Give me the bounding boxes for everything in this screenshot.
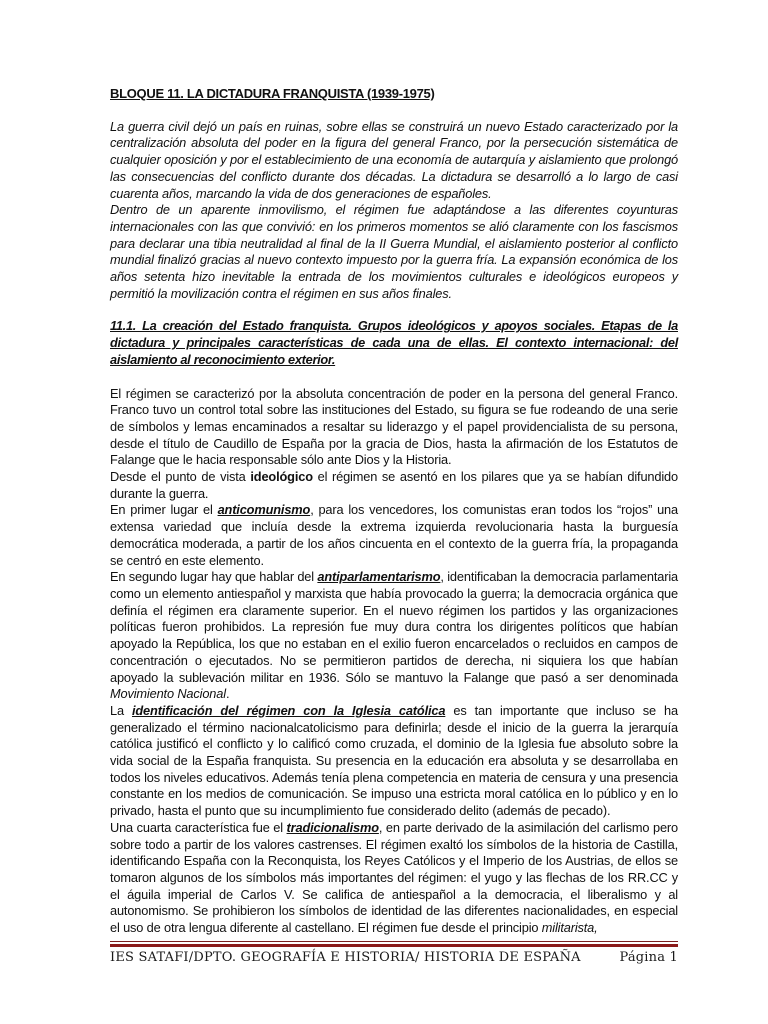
intro-paragraph: La guerra civil dejó un país en ruinas, sobre ellas se construirá un nuevo Estado caracterizado por la centralización absoluta del poder en la figura del general Franco, por la persecución sistemática de cualquier oposición y por el establecimiento de una economía de autarquía y aislamiento que prolongó las consecuencias del conflicto durante dos décadas. La dictadura se desarrolló a lo largo de casi cuarenta años, marcando la vida de dos generaciones de españoles. xyxy=(110,118,678,201)
body-paragraph: La identificación del régimen con la Iglesia católica es tan importante que incluso se ha generalizado el término nacionalcatolicismo para definirla; desde el inicio de la guerra la jerarquía católica justificó el conflicto y lo calificó como cruzada, el dominio de la Iglesia fue absoluto sobre la vida social de la España franquista. Su presencia en la educación era absoluta y se desarrollaba en todos los niveles educativos. Además tenía plena competencia en materia de censura y una presencia constante en los medios de comunicación. Se impuso una estricta moral católica en lo público y en lo privado, hasta el punto que su incumplimiento fue considerado delito (además de pecado). xyxy=(110,702,678,819)
body-paragraph: En segundo lugar hay que hablar del antiparlamentarismo, identificaban la democracia parlamentaria como un elemento antiespañol y marxista que había provocado la guerra; la democracia orgánica que definía el régimen era claramente superior. En el nuevo régimen los partidos y las organizaciones políticas fueron prohibidos. La represión fue muy dura contra los dirigentes políticos que habían apoyado la República, los que no estaban en el exilio fueron encarcelados o recluidos en campos de concentración o ejecutados. No se permitieron partidos de derecha, ni siquiera los que habían apoyado la sublevación militar en 1936. Sólo se mantuvo la Falange que pasó a ser denominada Movimiento Nacional. xyxy=(110,569,678,702)
intro-paragraph: Dentro de un aparente inmovilismo, el régimen fue adaptándose a las diferentes coyunturas internacionales con las que convivió: en los primeros momentos se alió claramente con los fascismos para declarar una tibia neutralidad al final de la II Guerra Mundial, el aislamiento posterior al conflicto mundial finalizó gracias al nuevo contexto impuesto por la guerra fría. La expansión económica de los años setenta hizo inevitable la entrada de los movimientos culturales e ideológicos europeos y permitió la movilización contra el régimen en sus años finales. xyxy=(110,202,678,301)
page-number: Página 1 xyxy=(619,949,678,965)
section-heading: 11.1. La creación del Estado franquista. Grupos ideológicos y apoyos sociales. Etapas de la dictadura y principales características de cada una de ellas. El contexto internacional: del aislamiento al reconocimiento exterior. xyxy=(110,318,678,367)
keyword-tradicionalismo: tradicionalismo xyxy=(286,819,379,835)
term-movimiento-nacional: Movimiento Nacional xyxy=(110,686,226,702)
body-paragraph: Desde el punto de vista ideológico el régimen se asentó en los pilares que ya se habían difundido durante la guerra. xyxy=(110,469,678,501)
body-paragraph: El régimen se caracterizó por la absoluta concentración de poder en la persona del general Franco. Franco tuvo un control total sobre las instituciones del Estado, su figura se fue rodeando de una serie de símbolos y lemas encaminados a resaltar su liderazgo y el papel providencialista de su persona, desde el título de Caudillo de España por la gracia de Dios, hasta la afirmación de los Estatutos de Falange que le hacia responsable sólo ante Dios y la Historia. xyxy=(110,385,678,468)
body-paragraph: Una cuarta característica fue el tradicionalismo, en parte derivado de la asimilación del carlismo pero sobre todo a partir de los valores castrenses. El régimen exaltó los símbolos de la historia de Castilla, identificando España con la Reconquista, los Reyes Católicos y el Imperio de los Austrias, de ellos se tomaron algunos de los símbolos más importantes del régimen: el yugo y las flechas de los RR.CC y el águila imperial de Carlos V. Se califica de antiespañol a la democracia, el liberalismo y al autonomismo. Se prohibieron los símbolos de identidad de las diferentes nacionalidades, en especial el uso de otra lengua diferente al castellano. El régimen fue desde el principio militarista, xyxy=(110,819,678,936)
footer-divider xyxy=(110,941,678,942)
keyword-anticomunismo: anticomunismo xyxy=(217,502,311,518)
document-title: BLOQUE 11. LA DICTADURA FRANQUISTA (1939-1975) xyxy=(110,86,435,101)
keyword-iglesia-catolica: identificación del régimen con la Iglesia católica xyxy=(131,702,446,718)
keyword-antiparlamentarismo: antiparlamentarismo xyxy=(317,569,441,585)
footer-department: IES SATAFI/DPTO. GEOGRAFÍA E HISTORIA/ HISTORIA DE ESPAÑA xyxy=(110,949,581,965)
page-footer xyxy=(110,946,678,968)
document-content xyxy=(110,86,678,937)
keyword-ideologico: ideológico xyxy=(250,469,313,485)
term-militarista: militarista, xyxy=(541,920,598,936)
body-paragraph: En primer lugar el anticomunismo, para los vencedores, los comunistas eran todos los “rojos” una extensa variedad que incluía desde la extrema izquierda revolucionaria hasta la burguesía democrática moderada, a partir de los años cincuenta en el contexto de la guerra fría, la propaganda se centró en este elemento. xyxy=(110,502,678,568)
